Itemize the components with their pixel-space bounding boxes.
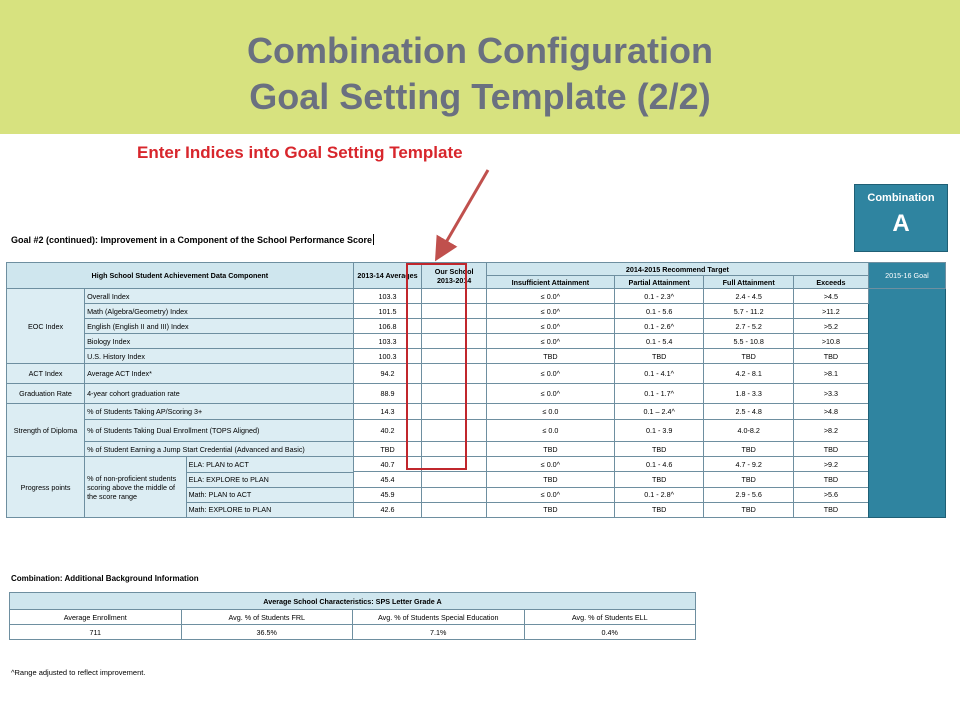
header-insufficient: Insufficient Attainment xyxy=(486,276,614,289)
group-strength: Strength of Diploma xyxy=(7,404,85,457)
header-exceeds: Exceeds xyxy=(793,276,868,289)
combination-value: A xyxy=(892,210,910,237)
title-line-2: Goal Setting Template (2/2) xyxy=(249,76,711,117)
header-target: 2014-2015 Recommend Target xyxy=(486,263,868,276)
header-our-school: Our School 2013-2014 xyxy=(422,263,487,289)
table-row: 45.9 ≤ 0.0^ 0.1 - 2.8^ 2.9 - 5.6 >5.6 xyxy=(7,487,946,502)
table-row: Progress points % of non-proficient students scoring above the middle of the score range ELA: PLAN to ACT ELA: EXPLORE to PLAN Math: PLAN to ACT Math: EXPLORE to PLAN 40.7 ≤ 0.0^ 0.1 - 4.6 4.7 - 9.2 >9.2 xyxy=(7,457,946,472)
header-full: Full Attainment xyxy=(704,276,794,289)
background-col-ell: Avg. % of Students ELL xyxy=(524,610,696,625)
header-partial: Partial Attainment xyxy=(614,276,704,289)
header-goal: 2015-16 Goal xyxy=(868,263,945,289)
group-act: ACT Index xyxy=(7,364,85,384)
our-school-input[interactable] xyxy=(422,349,487,364)
our-school-input[interactable] xyxy=(422,472,487,487)
background-val-frl: 36.5% xyxy=(181,625,353,640)
our-school-input[interactable] xyxy=(422,384,487,404)
goal-heading-text: Goal #2 (continued): Improvement in a Component of the School Performance Score xyxy=(11,235,373,245)
table-row: Graduation Rate 4-year cohort graduation rate 88.9 ≤ 0.0^ 0.1 - 1.7^ 1.8 - 3.3 >3.3 xyxy=(7,384,946,404)
goal-input-column[interactable] xyxy=(868,289,945,518)
background-val-sped: 7.1% xyxy=(353,625,525,640)
group-grad: Graduation Rate xyxy=(7,384,85,404)
goal-setting-table xyxy=(6,262,946,518)
our-school-input[interactable] xyxy=(422,289,487,304)
combination-badge xyxy=(854,184,948,252)
our-school-input[interactable] xyxy=(422,319,487,334)
our-school-input[interactable] xyxy=(422,457,487,472)
table-row: U.S. History Index 100.3 TBD TBD TBD TBD xyxy=(7,349,946,364)
header-averages: 2013-14 Averages xyxy=(353,263,422,289)
background-col-sped: Avg. % of Students Special Education xyxy=(353,610,525,625)
progress-description: % of non-proficient students scoring above the middle of the score range xyxy=(85,457,186,517)
table-row: Biology Index 103.3 ≤ 0.0^ 0.1 - 5.4 5.5 - 10.8 >10.8 xyxy=(7,334,946,349)
our-school-input[interactable] xyxy=(422,334,487,349)
group-eoc: EOC Index xyxy=(7,289,85,364)
combination-label: Combination xyxy=(867,192,935,204)
background-col-frl: Avg. % of Students FRL xyxy=(181,610,353,625)
our-school-input[interactable] xyxy=(422,404,487,420)
table-row: English (English II and III) Index 106.8 ≤ 0.0^ 0.1 - 2.6^ 2.7 - 5.2 >5.2 xyxy=(7,319,946,334)
footnote: ^Range adjusted to reflect improvement. xyxy=(11,668,146,677)
table-row: Strength of Diploma % of Students Taking AP/Scoring 3+ 14.3 ≤ 0.0 0.1 – 2.4^ 2.5 - 4.8 >4.8 xyxy=(7,404,946,420)
callout-text: Enter Indices into Goal Setting Template xyxy=(137,143,463,162)
title-line-1: Combination Configuration xyxy=(247,30,713,71)
our-school-input[interactable] xyxy=(422,487,487,502)
background-header: Average School Characteristics: SPS Letter Grade A xyxy=(10,593,696,610)
table-row: Math (Algebra/Geometry) Index 101.5 ≤ 0.0^ 0.1 - 5.6 5.7 - 11.2 >11.2 xyxy=(7,304,946,319)
background-title: Combination: Additional Background Information xyxy=(11,574,199,583)
group-progress: Progress points xyxy=(7,457,85,518)
text-cursor xyxy=(373,234,374,245)
our-school-input[interactable] xyxy=(422,442,487,457)
table-row: % of Students Taking Dual Enrollment (TOPS Aligned) 40.2 ≤ 0.0 0.1 - 3.9 4.0-8.2 >8.2 xyxy=(7,420,946,442)
our-school-input[interactable] xyxy=(422,364,487,384)
our-school-input[interactable] xyxy=(422,420,487,442)
background-val-enrollment: 711 xyxy=(10,625,182,640)
background-col-enrollment: Average Enrollment xyxy=(10,610,182,625)
background-table xyxy=(9,592,696,640)
table-row: 45.4 TBD TBD TBD TBD xyxy=(7,472,946,487)
progress-subtable: % of non-proficient students scoring above the middle of the score range ELA: PLAN to ACT ELA: EXPLORE to PLAN Math: PLAN to ACT Math: EXPLORE to PLAN xyxy=(85,457,353,517)
table-row: ACT Index Average ACT Index* 94.2 ≤ 0.0^ 0.1 - 4.1^ 4.2 - 8.1 >8.1 xyxy=(7,364,946,384)
table-row: 42.6 TBD TBD TBD TBD xyxy=(7,502,946,517)
our-school-input[interactable] xyxy=(422,502,487,517)
table-row: % of Student Earning a Jump Start Credential (Advanced and Basic) TBD TBD TBD TBD TBD xyxy=(7,442,946,457)
our-school-input[interactable] xyxy=(422,304,487,319)
table-row: EOC Index Overall Index 103.3 ≤ 0.0^ 0.1 - 2.3^ 2.4 - 4.5 >4.5 xyxy=(7,289,946,304)
background-val-ell: 0.4% xyxy=(524,625,696,640)
header-component: High School Student Achievement Data Component xyxy=(7,263,354,289)
goal-heading xyxy=(11,234,374,245)
